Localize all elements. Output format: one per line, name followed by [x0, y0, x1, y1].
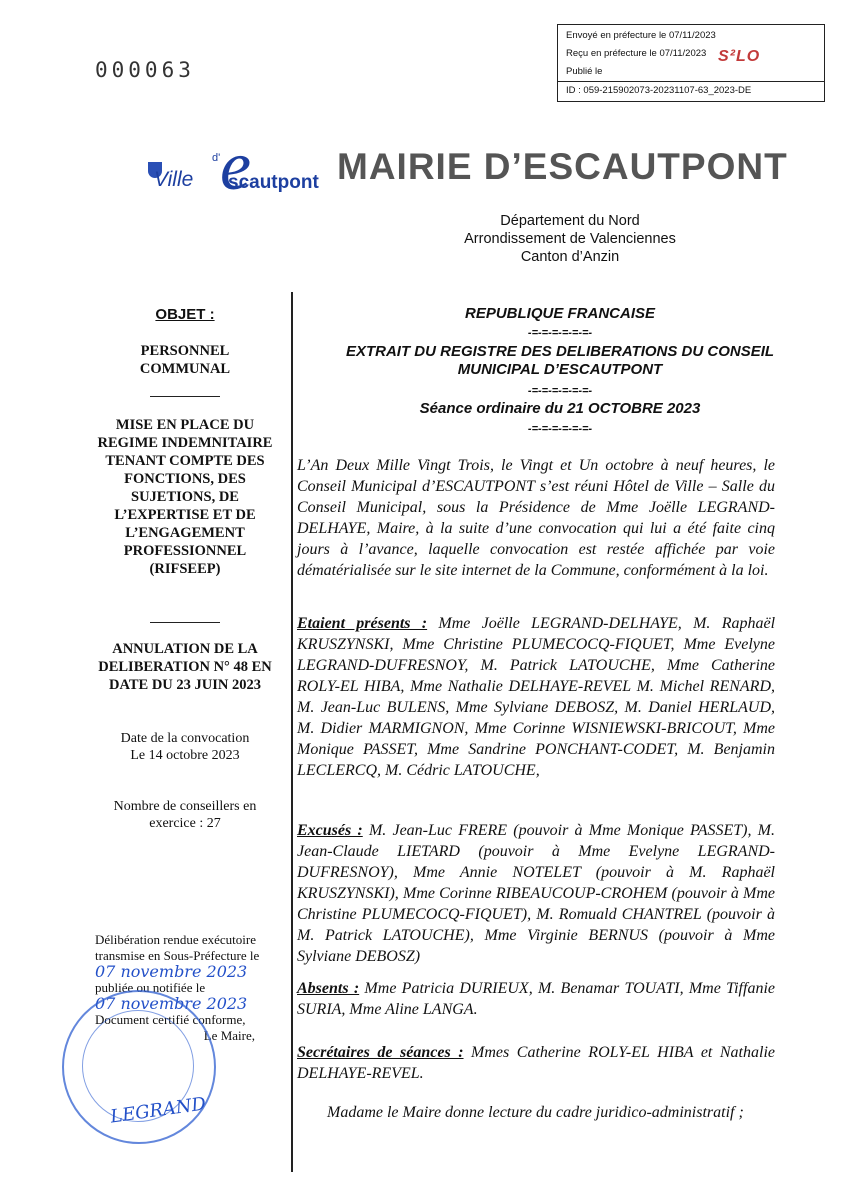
annulation-heading: ANNULATION DE LA DELIBERATION N° 48 EN DATE DU 23 JUIN 2023	[98, 641, 272, 693]
page-title: MAIRIE D’ESCAUTPONT	[337, 146, 788, 187]
declaration-certified: Document certifié conforme,	[95, 1012, 246, 1027]
handwritten-date-2: 07 novembre 2023	[95, 994, 248, 1013]
published-label: Publié le	[566, 66, 603, 77]
mayor-signature: LEGRAND	[109, 1093, 208, 1128]
declaration-published: publiée ou notifiée le	[95, 980, 206, 995]
convocation-date-value: Le 14 octobre 2023	[130, 748, 240, 763]
secretaires-label: Secrétaires de séances :	[297, 1044, 464, 1061]
arrondissement: Arrondissement de Valenciennes	[464, 231, 676, 247]
excuses-list: M. Jean-Luc FRERE (pouvoir à Mme Monique PASSET), M. Jean-Claude LIETARD (pouvoir à Mme Evelyne LEGRAND-DUFRESNOY), Mme Annie NOTELET (pouvoir à M. Raphaël KRUSZYNSKI), Mme Corinne RIBEAUCOUP-CROHEM (pouvoir à Mme Christine PLUMECOCQ-FIQUET), M. Romuald CHANTREL (pouvoir à M. Patrick LATOUCHE), Mme Virginie BERNUS (pouvoir à Mme Sylviane DEBOSZ)	[297, 822, 775, 965]
sent-date: Envoyé en préfecture le 07/11/2023	[566, 30, 716, 41]
lecture-paragraph: Madame le Maire donne lecture du cadre juridico-administratif ;	[327, 1104, 744, 1121]
absents-label: Absents :	[297, 980, 360, 997]
convocation-date-label: Date de la convocation	[120, 731, 250, 746]
handwritten-date-1: 07 novembre 2023	[95, 962, 248, 981]
column-divider	[291, 292, 293, 1172]
logo-scautpont: scautpont	[228, 172, 319, 193]
declaration-transmitted: Délibération rendue exécutoire transmise en Sous-Préfecture le	[95, 932, 260, 963]
logo-ville: Ville	[154, 168, 194, 191]
objet-label: OBJET :	[155, 306, 215, 323]
logo-d: d'	[212, 152, 221, 164]
presents-list: Mme Joëlle LEGRAND-DELHAYE, M. Raphaël KRUSZYNSKI, Mme Christine PLUMECOCQ-FIQUET, Mme Evelyne LEGRAND-DUFRESNOY, M. Patrick LATOUCHE, Mme Catherine ROLY-EL HIBA, Mme Nathalie DELHAYE-REVEL M. Michel RENARD, M. Jean-Luc BULENS, Mme Sylviane DEBOSZ, M. Daniel HERLAUD, M. Didier MARMIGNON, Mme Corinne WISNIEWSKI-BRICOUT, Mme Monique PASSET, Mme Sandrine PONCHANT-CODET, M. Benjamin LECLERCQ, M. Cédric LATOUCHE,	[297, 615, 776, 779]
dash-separator: -=-=-=-=-=-=-	[527, 423, 593, 435]
republique-heading: REPUBLIQUE FRANCAISE	[464, 305, 655, 322]
intro-paragraph: L’An Deux Mille Vingt Trois, le Vingt et Un octobre à neuf heures, le Conseil Municipal d’ESCAUTPONT s’est réuni Hôtel de Ville – Salle du Conseil Municipal, sous la Présidence de Mme Joëlle LEGRAND-DELHAYE, Maire, à la suite d’une convocation qui lui a été faite cinq jours à l’avance, laquelle convocation est restée affichée par voie dématérialisée sur le site internet de la Commune, conformément à la loi.	[297, 457, 775, 579]
canton: Canton d’Anzin	[520, 249, 620, 265]
department-block	[430, 212, 710, 266]
act-id: ID : 059-215902073-20231107-63_2023-DE	[558, 81, 824, 100]
absents-list: Mme Patricia DURIEUX, M. Benamar TOUATI, Mme Tiffanie SURIA, Mme Aline LANGA.	[297, 980, 775, 1018]
town-logo	[140, 128, 320, 210]
absents-paragraph	[297, 978, 775, 1020]
council-count: Nombre de conseillers en exercice : 27	[113, 799, 257, 831]
declaration-mayor: Le Maire,	[203, 1028, 255, 1043]
presents-paragraph	[297, 613, 775, 781]
logo-e: e	[220, 128, 252, 205]
separator	[150, 622, 220, 623]
excuses-paragraph	[297, 820, 775, 967]
slo-stamp-logo: S²LO	[718, 48, 761, 65]
extrait-heading: EXTRAIT DU REGISTRE DES DELIBERATIONS DU CONSEIL MUNICIPAL D’ESCAUTPONT	[345, 343, 775, 378]
excuses-label: Excusés :	[297, 822, 363, 839]
secretaires-paragraph	[297, 1042, 775, 1084]
secretaires-list: Mmes Catherine ROLY-EL HIBA et Nathalie DELHAYE-REVEL.	[297, 1044, 775, 1082]
personnel-heading: PERSONNEL COMMUNAL	[139, 343, 231, 377]
presents-label: Etaient présents :	[297, 615, 428, 632]
received-date: Reçu en préfecture le 07/11/2023	[566, 48, 707, 59]
dash-separator: -=-=-=-=-=-=-	[527, 385, 593, 397]
rifseep-heading: MISE EN PLACE DU REGIME INDEMNITAIRE TENANT COMPTE DES FONCTIONS, DES SUJETIONS, DE L’EXPERTISE ET DE L’ENGAGEMENT PROFESSIONNEL (RIFSEEP)	[97, 417, 273, 577]
department: Département du Nord	[500, 213, 640, 229]
prefecture-stamp-box	[557, 24, 825, 102]
document-number: 000063	[95, 58, 195, 82]
dash-separator: -=-=-=-=-=-=-	[527, 327, 593, 339]
seance-heading: Séance ordinaire du 21 OCTOBRE 2023	[419, 400, 701, 417]
separator	[150, 396, 220, 397]
